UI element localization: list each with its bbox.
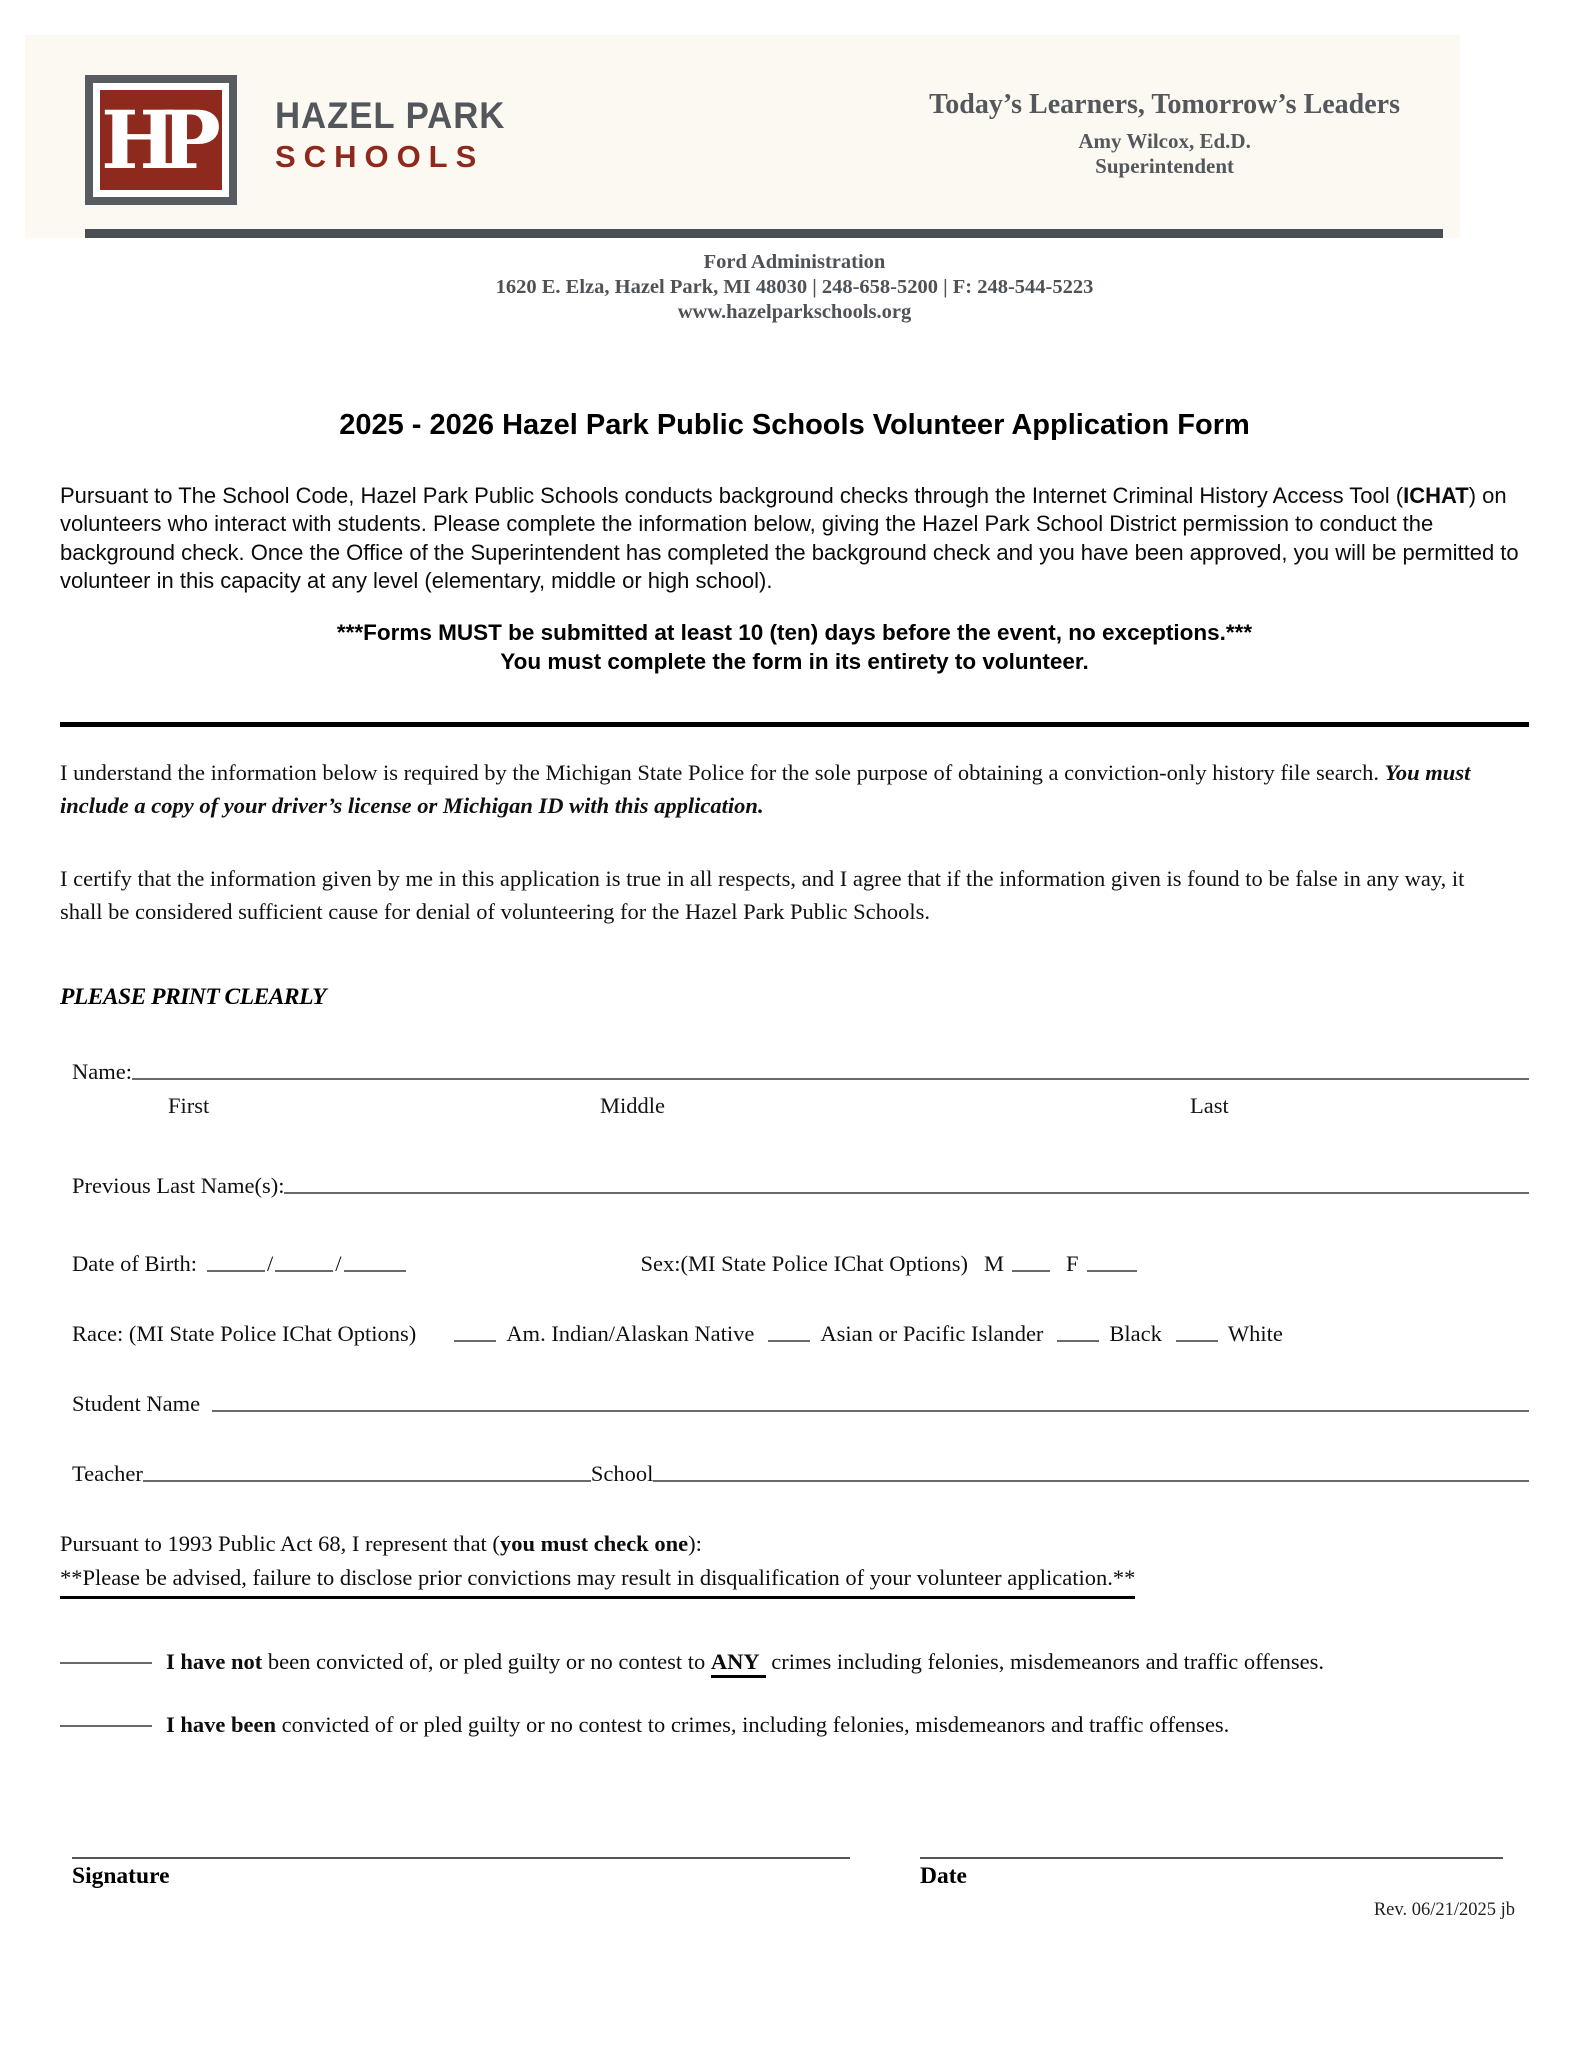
name-sublabels-row [60, 1091, 1529, 1127]
dob-day-blank [275, 1270, 333, 1272]
name-field-row [60, 1059, 1529, 1085]
race-blank-3 [1057, 1340, 1099, 1342]
date-line [920, 1831, 1503, 1859]
race-blank-2 [768, 1340, 810, 1342]
office-website: www.hazelparkschools.org [677, 301, 912, 323]
not-convicted-blank [60, 1660, 152, 1664]
letterhead-divider-bar [85, 229, 1443, 238]
race-option-1: Am. Indian/Alaskan Native [506, 1321, 755, 1347]
race-option-2: Asian or Pacific Islander [820, 1321, 1044, 1347]
district-wordmark [275, 75, 520, 205]
act-statement [60, 1527, 1529, 1599]
dob-slash-2: / [335, 1251, 342, 1277]
district-logo-square [93, 83, 229, 197]
notice-line-1: ***Forms MUST be submitted at least 10 (ten) days before the event, no exceptions.*** [336, 619, 1253, 645]
brand-subname: SCHOOLS [275, 138, 485, 174]
not-convicted-text-2: crimes including felonies, misdemeanors and traffic offenses. [765, 1648, 1325, 1674]
letterhead-right [929, 75, 1410, 205]
race-option-3: Black [1109, 1321, 1162, 1347]
ichat-bold: ICHAT [1403, 483, 1469, 508]
act-text-2: ): [688, 1531, 702, 1557]
intro-paragraph [60, 482, 1530, 596]
name-fill-line [132, 1078, 1529, 1080]
understand-text: I understand the information below is required by the Michigan State Police for the sole purpose of obtaining a conviction-only history file search. [60, 760, 1385, 785]
signature-line [72, 1831, 850, 1859]
intro-text-1: Pursuant to The School Code, Hazel Park Public Schools conducts background checks through the Internet Criminal History Access Tool ( [60, 483, 1404, 508]
dob-slash-1: / [266, 1251, 274, 1277]
been-convicted-text: convicted of or pled guilty or no contest to crimes, including felonies, misdemeanors and traffic offenses. [276, 1711, 1230, 1737]
certify-paragraph: I certify that the information given by me in this application is true in all respects, and I agree that if the information given is found to be false in any way, it shall be considered sufficient cause for denial of volunteering for the Hazel Park Public Schools. [60, 865, 1465, 924]
race-blank-1 [454, 1340, 496, 1342]
previous-name-field-row [60, 1173, 1529, 1199]
check-one-bold: you must check one [499, 1531, 689, 1557]
dob-sex-field-row [60, 1251, 1529, 1277]
dob-label: Date of Birth: [72, 1251, 197, 1277]
letterhead [25, 35, 1460, 238]
superintendent-title: Superintendent [1095, 154, 1235, 179]
sex-label: Sex:(MI State Police IChat Options) [640, 1251, 968, 1277]
previous-name-label: Previous Last Name(s): [72, 1173, 285, 1199]
not-convicted-text-1: been convicted of, or pled guilty or no contest to [262, 1648, 711, 1674]
print-clearly-heading: PLEASE PRINT CLEARLY [60, 984, 326, 1011]
form-title: 2025 - 2026 Hazel Park Public Schools Volunteer Application Form [339, 409, 1250, 441]
disclosure-warning: **Please be advised, failure to disclose prior convictions may result in disqualification of your volunteer application.** [60, 1561, 1135, 1599]
section-divider-rule [60, 722, 1529, 727]
been-convicted-blank [60, 1723, 152, 1727]
understand-paragraph [60, 757, 1472, 823]
license-requirement-text: You must include a copy of your driver’s license or Michigan ID with this application. [60, 760, 1471, 818]
district-tagline: Today’s Learners, Tomorrow’s Leaders [929, 89, 1400, 120]
middle-name-sublabel: Middle [600, 1093, 665, 1119]
student-name-fill-line [212, 1410, 1529, 1412]
school-fill-line [653, 1480, 1529, 1482]
option-been-convicted [60, 1708, 1495, 1743]
any-bold-underline: ANY [711, 1649, 766, 1678]
been-convicted-bold: I have been [166, 1711, 277, 1737]
signature-date-row [60, 1831, 1529, 1859]
sex-male-label: M [983, 1251, 1004, 1277]
teacher-fill-line [143, 1480, 591, 1482]
hp-monogram: HP [101, 93, 205, 187]
student-name-label: Student Name [72, 1391, 201, 1417]
student-name-field-row [60, 1391, 1529, 1417]
race-label: Race: (MI State Police IChat Options) [72, 1321, 417, 1347]
not-convicted-bold: I have not [166, 1648, 263, 1674]
revision-note: Rev. 06/21/2025 jb [1373, 1899, 1515, 1920]
race-blank-4 [1176, 1340, 1218, 1342]
superintendent-name: Amy Wilcox, Ed.D. [1078, 129, 1251, 153]
previous-name-fill-line [284, 1192, 1529, 1194]
act-text-1: Pursuant to 1993 Public Act 68, I represent that ( [60, 1531, 500, 1557]
last-name-sublabel: Last [1190, 1093, 1229, 1119]
teacher-school-field-row [60, 1461, 1529, 1487]
dob-month-blank [207, 1270, 265, 1272]
race-field-row [60, 1321, 1529, 1347]
intro-text-2: ) on volunteers who interact with students. Please complete the information below, giving the Hazel Park School District permission to conduct the background check. Once the Office of the Superintendent has completed the background check and you have been approved, you will be permitted to volunteer in this capacity at any level (elementary, middle or high school). [60, 483, 1519, 594]
option-not-convicted [60, 1645, 1495, 1680]
race-option-4: White [1227, 1321, 1283, 1347]
office-address-block [0, 250, 1589, 325]
district-logo [85, 75, 237, 205]
date-label: Date [920, 1862, 967, 1889]
sex-female-blank [1087, 1270, 1137, 1272]
signature-gap [850, 1831, 920, 1859]
teacher-label: Teacher [72, 1461, 143, 1487]
dob-year-blank [344, 1270, 406, 1272]
signature-label: Signature [72, 1862, 170, 1889]
school-label: School [590, 1461, 654, 1487]
sex-male-blank [1012, 1270, 1050, 1272]
name-label: Name: [72, 1059, 132, 1085]
signature-labels-gap [850, 1863, 920, 1890]
sex-female-label: F [1066, 1251, 1079, 1277]
signature-date-labels [60, 1863, 1529, 1890]
brand-name: HAZEL PARK [275, 95, 506, 136]
office-name: Ford Administration [703, 251, 886, 273]
notice-line-2: You must complete the form in its entirety to volunteer. [500, 648, 1089, 674]
office-address: 1620 E. Elza, Hazel Park, MI 48030 | 248-658-5200 | F: 248-544-5223 [495, 276, 1094, 298]
form-body [0, 409, 1589, 1921]
first-name-sublabel: First [168, 1093, 210, 1119]
